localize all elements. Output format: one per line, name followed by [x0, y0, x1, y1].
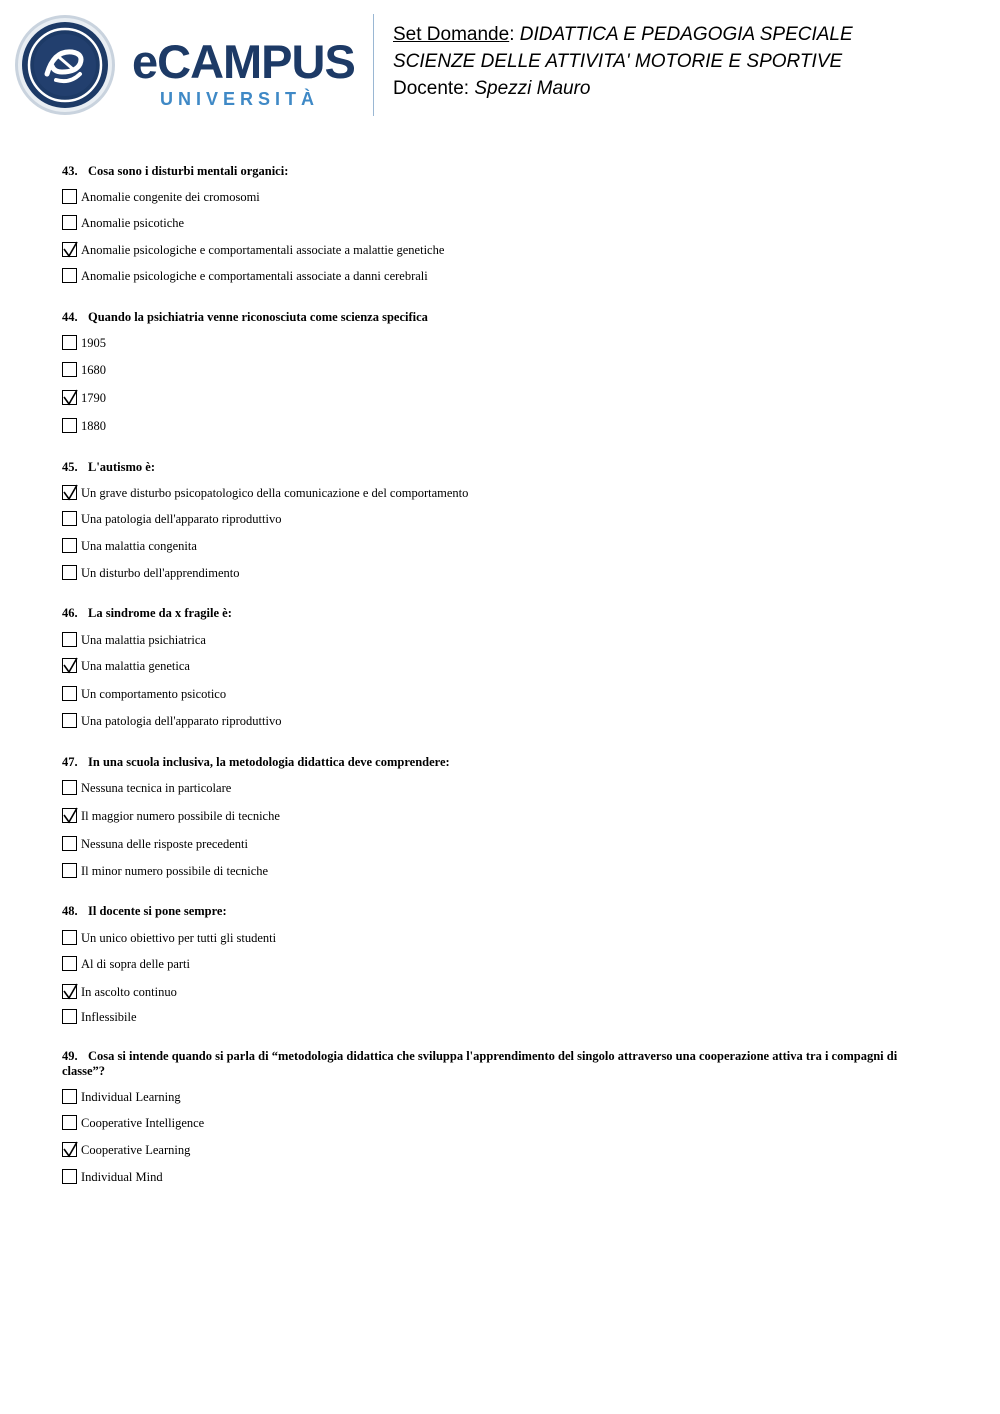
ecampus-seal-logo — [14, 14, 116, 116]
question-47 — [62, 755, 922, 770]
question-number: 45. — [62, 460, 78, 474]
question-text: La sindrome da x fragile è: — [88, 606, 232, 620]
question-46 — [62, 606, 922, 621]
checkbox[interactable] — [62, 268, 77, 283]
question-44 — [62, 310, 922, 325]
answer-text: Cooperative Learning — [81, 1143, 191, 1157]
question-number: 43. — [62, 164, 78, 178]
header-line-1 — [393, 25, 853, 44]
question-number: 47. — [62, 755, 78, 769]
checkbox[interactable] — [62, 632, 77, 647]
question-number: 48. — [62, 904, 78, 918]
answer-text: Una patologia dell'apparato riproduttivo — [81, 714, 282, 728]
answer-text: Anomalie psicologiche e comportamentali associate a danni cerebrali — [81, 269, 428, 283]
checkbox-checked[interactable] — [62, 984, 77, 999]
question-text: Cosa sono i disturbi mentali organici: — [88, 164, 289, 178]
answer-text: Una malattia genetica — [81, 659, 190, 673]
checkmark-icon — [62, 241, 79, 258]
answer-text: Al di sopra delle parti — [81, 957, 190, 971]
checkmark-icon — [62, 484, 79, 501]
checkbox[interactable] — [62, 565, 77, 580]
answer-text: Il maggior numero possibile di tecniche — [81, 809, 280, 823]
answer-text: 1905 — [81, 336, 106, 350]
checkbox[interactable] — [62, 418, 77, 433]
answer-text: Inflessibile — [81, 1010, 137, 1024]
checkbox[interactable] — [62, 713, 77, 728]
checkbox[interactable] — [62, 511, 77, 526]
checkbox[interactable] — [62, 863, 77, 878]
checkbox[interactable] — [62, 1009, 77, 1024]
docente-name: Spezzi Mauro — [474, 78, 591, 99]
question-43 — [62, 164, 922, 179]
page-header — [0, 0, 1000, 140]
checkbox[interactable] — [62, 1169, 77, 1184]
header-divider — [373, 14, 374, 116]
answer-text: Nessuna delle risposte precedenti — [81, 837, 248, 851]
checkmark-icon — [62, 389, 79, 406]
checkbox[interactable] — [62, 836, 77, 851]
checkbox[interactable] — [62, 956, 77, 971]
answer-text: Un unico obiettivo per tutti gli studenti — [81, 931, 277, 945]
answer-text: 1680 — [81, 363, 106, 377]
docente-label: Docente: — [393, 78, 470, 99]
answer-text: 1880 — [81, 419, 106, 433]
answer-text: Il minor numero possibile di tecniche — [81, 864, 269, 878]
checkbox-checked[interactable] — [62, 485, 77, 500]
answer-text: Cooperative Intelligence — [81, 1116, 205, 1130]
question-text: Cosa si intende quando si parla di “metodologia didattica che sviluppa l'apprendimento del singolo attraverso una cooperazione attiva tra i compagni di classe”? — [62, 1049, 898, 1078]
answer-text: Un grave disturbo psicopatologico della comunicazione e del comportamento — [81, 486, 469, 500]
checkbox[interactable] — [62, 189, 77, 204]
checkmark-icon — [62, 1141, 79, 1158]
answer-text: Una malattia congenita — [81, 539, 197, 553]
checkmark-icon — [62, 983, 79, 1000]
checkbox-checked[interactable] — [62, 658, 77, 673]
checkbox-checked[interactable] — [62, 390, 77, 405]
question-text: L'autismo è: — [88, 460, 156, 474]
question-text: In una scuola inclusiva, la metodologia didattica deve comprendere: — [88, 755, 450, 769]
question-49 — [62, 1049, 922, 1079]
answer-text: Anomalie congenite dei cromosomi — [81, 190, 260, 204]
question-number: 46. — [62, 606, 78, 620]
answer-text: Individual Learning — [81, 1090, 181, 1104]
course-title: DIDATTICA E PEDAGOGIA SPECIALE — [519, 24, 853, 45]
question-text: Il docente si pone sempre: — [88, 904, 227, 918]
header-line-2 — [393, 52, 842, 71]
logo-wordmark: eCAMPUS — [132, 35, 355, 88]
checkbox[interactable] — [62, 1089, 77, 1104]
checkmark-icon — [62, 807, 79, 824]
checkbox[interactable] — [62, 362, 77, 377]
question-number: 44. — [62, 310, 78, 324]
set-separator: : — [509, 24, 515, 45]
question-number: 49. — [62, 1049, 78, 1063]
course-subtitle: SCIENZE DELLE ATTIVITA' MOTORIE E SPORTIVE — [393, 51, 843, 72]
checkmark-icon — [62, 657, 79, 674]
answer-text: Una malattia psichiatrica — [81, 633, 206, 647]
question-45 — [62, 460, 922, 475]
logo-subtitle: UNIVERSITÀ — [160, 89, 320, 109]
answer-text: Anomalie psicotiche — [81, 216, 185, 230]
question-48 — [62, 904, 922, 919]
checkbox-checked[interactable] — [62, 242, 77, 257]
checkbox[interactable] — [62, 780, 77, 795]
checkbox[interactable] — [62, 1115, 77, 1130]
answer-text: In ascolto continuo — [81, 985, 177, 999]
answer-text: Una patologia dell'apparato riproduttivo — [81, 512, 282, 526]
checkbox-checked[interactable] — [62, 808, 77, 823]
checkbox[interactable] — [62, 335, 77, 350]
checkbox[interactable] — [62, 930, 77, 945]
checkbox[interactable] — [62, 538, 77, 553]
question-text: Quando la psichiatria venne riconosciuta come scienza specifica — [88, 310, 428, 324]
checkbox-checked[interactable] — [62, 1142, 77, 1157]
checkbox[interactable] — [62, 215, 77, 230]
answer-text: Un comportamento psicotico — [81, 687, 227, 701]
answer-text: Individual Mind — [81, 1170, 163, 1184]
answer-text: Anomalie psicologiche e comportamentali associate a malattie genetiche — [81, 243, 445, 257]
answer-text: Un disturbo dell'apprendimento — [81, 566, 240, 580]
answer-text: Nessuna tecnica in particolare — [81, 781, 232, 795]
checkbox[interactable] — [62, 686, 77, 701]
set-label: Set Domande — [393, 24, 510, 45]
answer-text: 1790 — [81, 391, 106, 405]
header-line-3 — [393, 79, 591, 98]
